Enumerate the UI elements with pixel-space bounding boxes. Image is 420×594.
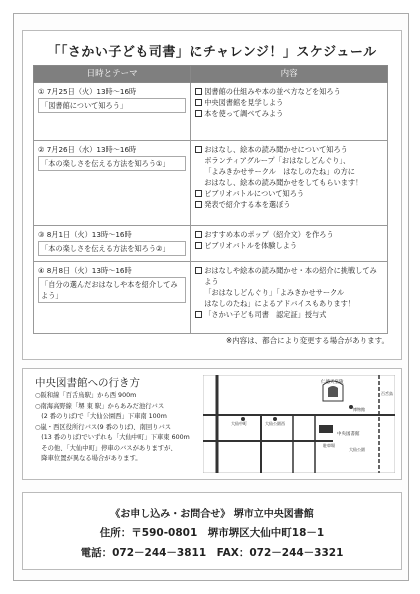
map-label-mozu: 百舌鳥 — [381, 391, 393, 396]
list-item: おすすめ本のポップ（紹介文）を作ろう — [195, 229, 383, 240]
map-label-parking: 駐車場 — [323, 443, 335, 448]
list-item: 「よみきかせサークル はなしのたね」の方に — [204, 167, 355, 176]
table-row — [34, 226, 388, 262]
session-theme: 「本の楽しさを伝える方法を知ろう①」 — [38, 156, 186, 171]
contact-phone: 電話：072－244－3811 FAX：072－244－3321 — [80, 547, 344, 559]
table-row — [34, 262, 388, 334]
list-item: 「さかい子ども司書 認定証」授与式 — [195, 309, 383, 320]
list-item: 「おはなしどんぐり」「よみきかせサークル — [204, 288, 345, 297]
map-label-park: 大仙公園 — [349, 447, 365, 452]
route-line: その他、「大仙中町」停車のバスがありますが、 — [35, 444, 177, 452]
map-label-museum: 博物館 — [353, 407, 365, 412]
session-date: ① 7月25日（火）13時～16時 — [38, 87, 137, 96]
session-date: ③ 8月1日（火）13時～16時 — [38, 230, 132, 239]
change-notice: ※内容は、都合により変更する場合があります。 — [225, 336, 389, 345]
list-item: 本を使って調べてみよう — [195, 108, 383, 119]
map-label-kofun: 仁徳天皇陵 — [321, 380, 344, 385]
route-line: ○嵐・西区役所行バス(9 番のりば)、南回りバス — [35, 423, 172, 431]
header-content: 内容 — [191, 66, 388, 83]
list-item: おはなしや絵本の読み聞かせ・本の紹介に挑戦してみよう — [195, 265, 383, 287]
route-line: ○南海高野線「堺 東 駅」からあみだ池行バス — [35, 402, 165, 410]
route-list — [35, 391, 200, 465]
list-item: おはなし、絵本の読み聞かせについて知ろう — [195, 144, 383, 155]
map-label-stop1: 大仙中町 — [231, 421, 247, 426]
list-item: 発表で紹介する本を選ぼう — [195, 199, 383, 210]
session-date: ② 7月26日（水）13時～16時 — [38, 145, 137, 154]
schedule-panel — [22, 30, 402, 360]
schedule-title: 「「さかい子ども司書」にチャレンジ！」スケジュール — [47, 45, 377, 60]
session-date: ④ 8月8日（火）13時～16時 — [38, 266, 132, 275]
session-theme: 「自分の選んだおはなしや本を紹介してみよう」 — [38, 277, 186, 303]
route-line: (13 番のりば)でいずれも「大仙中町」下車東 600m — [35, 434, 190, 441]
route-line: (2 番のりば)で「大仙公園西」下車南 100m — [35, 413, 167, 420]
table-row — [34, 141, 388, 226]
access-panel — [22, 368, 402, 480]
route-line: ○阪和線「百舌鳥駅」から西 900m — [35, 392, 137, 399]
session-theme: 「図書館について知ろう」 — [38, 98, 186, 113]
access-map — [203, 375, 395, 473]
session-theme: 「本の楽しさを伝える方法を知ろう②」 — [38, 241, 186, 256]
table-row — [34, 83, 388, 141]
header-date: 日時とテーマ — [34, 66, 191, 83]
schedule-table — [33, 65, 388, 334]
contact-address: 住所：〒590-0801 堺市堺区大仙中町18－1 — [99, 527, 325, 539]
contact-panel — [22, 492, 402, 570]
route-line: 降車位置が異なる場合があります。 — [35, 455, 142, 462]
list-item: はなしのたね」によるアドバイスもあります！ — [204, 299, 355, 308]
list-item: 図書館の仕組みや本の並べ方などを知ろう — [195, 86, 383, 97]
list-item: ビブリオバトルを体験しよう — [195, 240, 383, 251]
list-item: ビブリオバトルについて知ろう — [195, 188, 383, 199]
list-item: おはなし、絵本の読み聞かせをしてもらいます！ — [204, 178, 363, 187]
access-title: 中央図書館への行き方 — [35, 377, 140, 389]
map-label-stop2: 大仙公園西 — [265, 421, 285, 426]
list-item: ボランティアグループ「おはなしどんぐり」、 — [204, 156, 351, 165]
map-label-library: 中央図書館 — [337, 432, 360, 437]
contact-title: 《お申し込み・お問合せ》 堺市立中央図書館 — [110, 509, 314, 520]
list-item: 中央図書館を見学しよう — [195, 97, 383, 108]
